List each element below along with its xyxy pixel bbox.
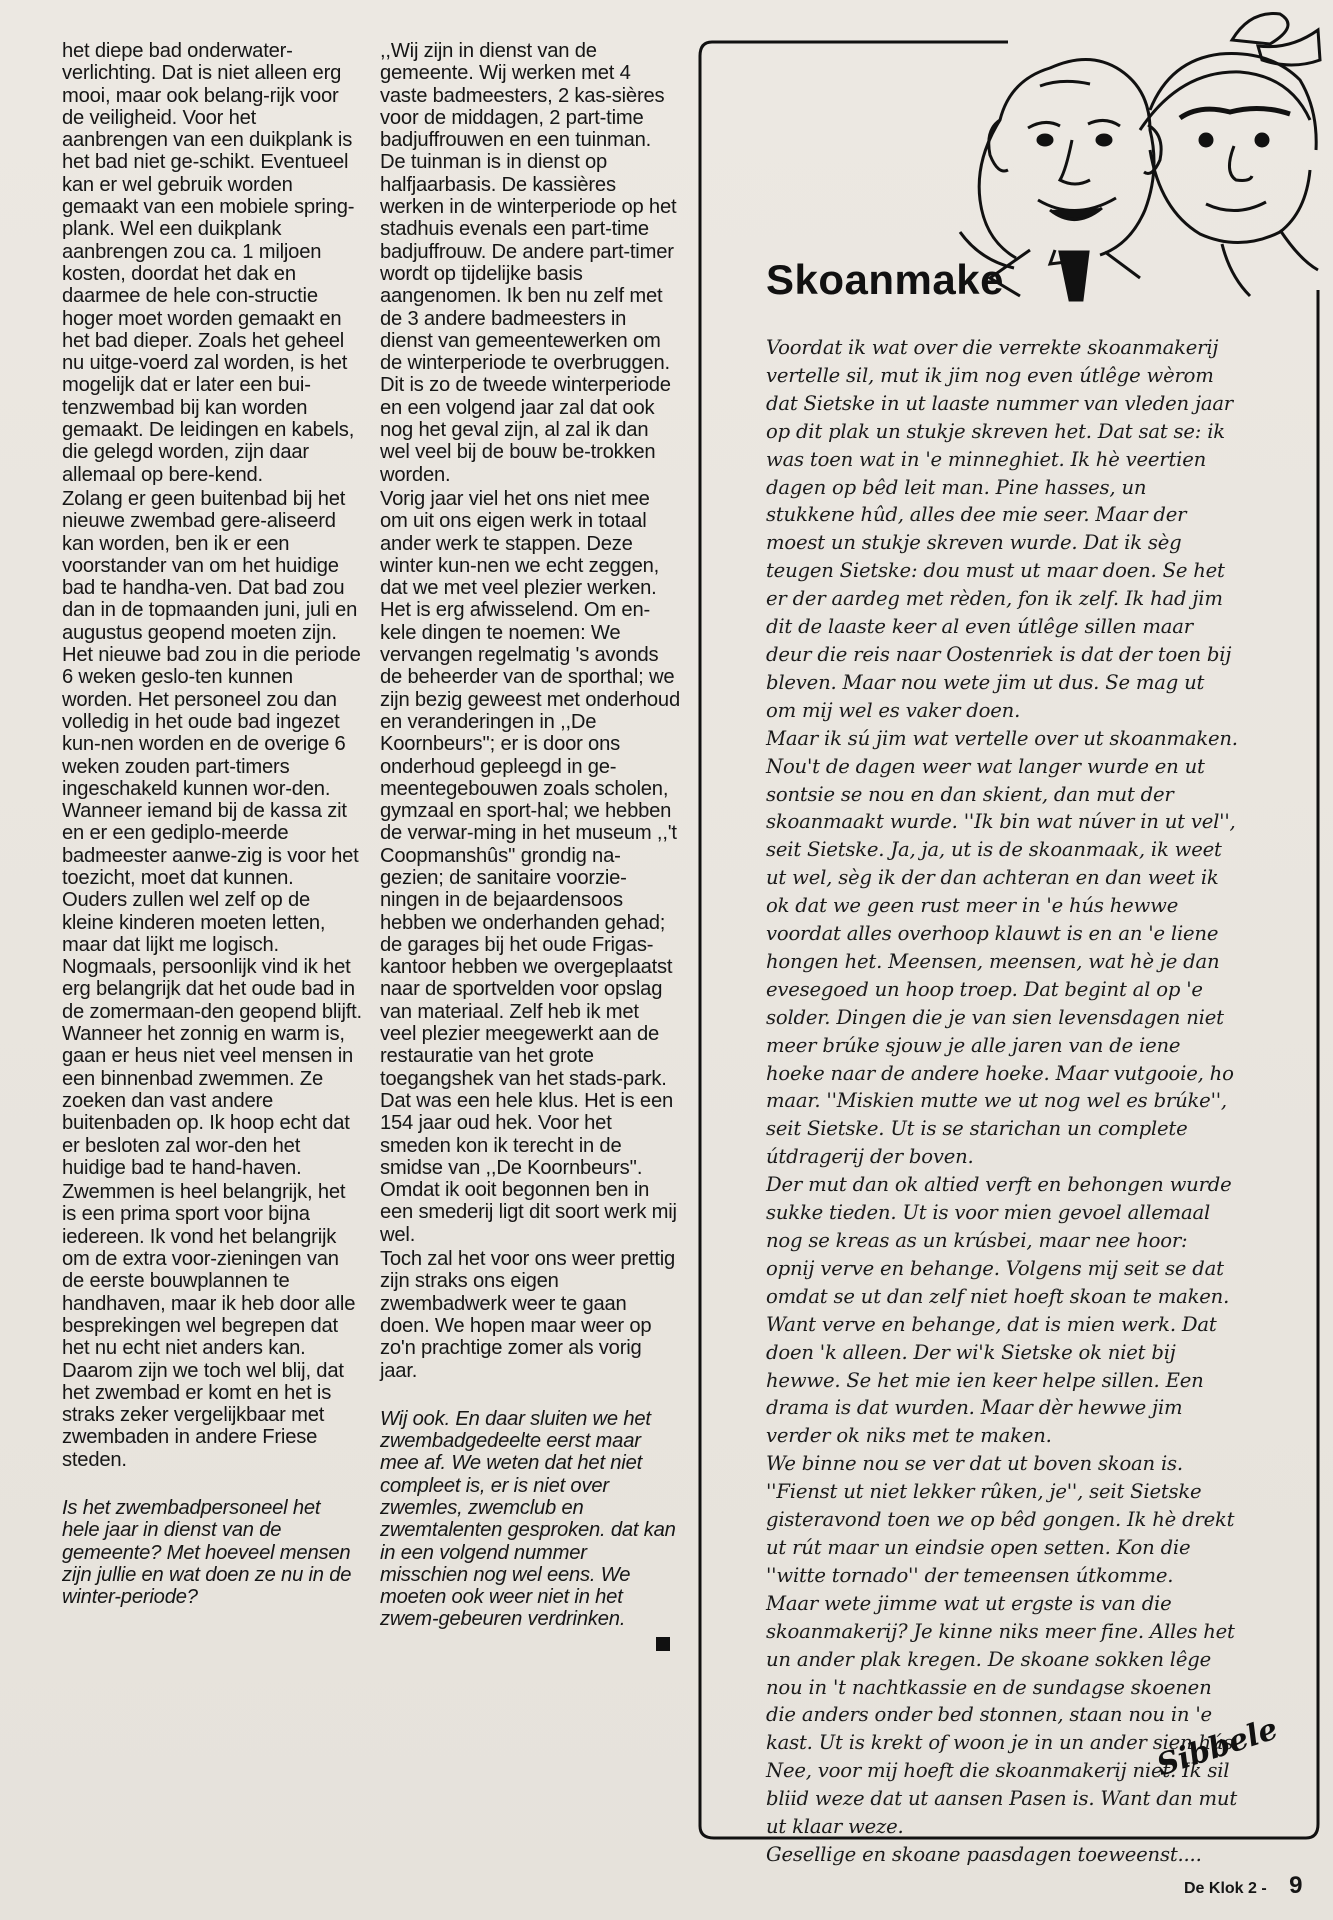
article-paragraph: het diepe bad onderwater-verlichting. Dat is niet alleen erg mooi, maar ook belang-rijk voor de veiligheid. Voor het aanbrengen van een duikplank is het bad niet ge-schikt. Eventueel kan er wel gebruik worden gemaakt van een mobiele spring-plank. Wel een duikplank aanbrengen zou ca. 1 miljoen kosten, doordat het dak en daarmee de hele con-structie hoger moet worden gemaakt en het bad dieper. Zoals het geheel nu uitge-voerd zal worden, is het mogelijk dat er later een bui-tenzwembad bij kan worden gemaakt. De leidingen en kabels, die gelegd worden, zijn daar allemaal op bere-kend. [62, 40, 355, 486]
page-number: 9 [1289, 1872, 1303, 1899]
sidebar-paragraph: We binne nou se ver dat ut boven skoan is. ''Fienst ut niet lekker rûken, je'', seit Sietske gisteravond toen we op bêd gongen. Ik hè drekt ut rút maar un eindsie open setten. Kon die ''witte tornado'' der temeensen útkomme. [766, 1452, 1235, 1587]
footer-separator: - [1261, 1880, 1267, 1897]
article-paragraph: Vorig jaar viel het ons niet mee om uit ons eigen werk in totaal ander werk te stappen. Deze winter kun-nen we echt zeggen, dat we met veel plezier werken. Het is erg afwisselend. Om en-kele dingen te noemen: We vervangen regelmatig 's avonds de beheerder van de sporthal; we zijn bezig geweest met onderhoud en veranderingen in ,,De Koornbeurs''; er is door ons onderhoud gepleegd in ge-meentegebouwen zoals scholen, gymzaal en sport-hal; we hebben de verwar-ming in het museum ,,'t Coopmanshûs'' grondig na-gezien; de sanitaire voorzie-ningen in de bejaardensoos hebben we onderhanden gehad; de garages bij het oude Frigas-kantoor hebben we overgeplaatst naar de sportvelden voor opslag van materiaal. Zelf heb ik met veel plezier meegewerkt aan de restauratie van het grote toegangshek van het stads-park. Dat was een hele klus. Het is een 154 jaar oud hek. Voor het smeden kon ik terecht in de smidse van ,,De Koornbeurs''. Omdat ik ooit begonnen ben in een smederij ligt dit soort werk mij wel. [380, 487, 680, 1246]
article-paragraph: Zolang er geen buitenbad bij het nieuwe zwembad gere-aliseerd kan worden, ben ik er een voorstander van om het huidige bad te handha-ven. Dat bad zou dan in de topmaanden juni, juli en augustus geopend moeten zijn. Het nieuwe bad zou in die periode 6 weken geslo-ten kunnen worden. Het personeel zou dan volledig in het oude bad ingezet kun-nen worden en de overige 6 weken zouden part-timers ingeschakeld kunnen wor-den. Wanneer iemand bij de kassa zit en er een gediplo-meerde badmeester aanwe-zig is voor het toezicht, moet dat kunnen. Ouders zullen wel zelf op de kleine kinderen moeten letten, maar dat lijkt me logisch. Nogmaals, persoonlijk vind ik het erg belangrijk dat het oude bad in de zomermaan-den geopend blijft. Wanneer het zonnig en warm is, gaan er heus niet veel mensen in een binnenbad zwemmen. Ze zoeken dan vast andere buitenbaden op. Ik hoop echt dat er besloten zal wor-den het huidige bad te hand-haven. [62, 487, 362, 1179]
article-paragraph: Toch zal het voor ons weer prettig zijn straks ons eigen zwembadwerk weer te gaan doen. We hopen maar weer op zo'n prachtige zomer als vorig jaar. [380, 1248, 676, 1382]
page-footer [1184, 1872, 1303, 1900]
sidebar-paragraph: Der mut dan ok altied verft en behongen wurde sukke tieden. Ut is voor mien gevoel allemaal nog se kreas as un krúsbei, maar nee hoor: opnij verve en behange. Volgens mij seit se dat omdat se ut dan zelf niet hoeft skoan te maken. Want verve en behange, dat is mien werk. Dat doen 'k alleen. Der wi'k Sietske ok niet bij hewwe. Se het mie ien keer helpe sillen. Een drama is dat wurden. Maar dèr hewwe jim verder ok niks met te maken. [766, 1173, 1232, 1448]
author-signature: Sibbele [1152, 1711, 1282, 1784]
woman-caricature-illustration [1140, 14, 1320, 296]
sidebar-paragraph: Maar ik sú jim wat vertelle over ut skoanmaken. Nou't de dagen weer wat langer wurde en ut sontsie se nou en dan skient, dan mut der skoanmaakt wurde. ''Ik bin wat núver in ut vel'', seit Sietske. Ja, ja, ut is de skoanmaak, ik weet ut wel, sèg ik der dan achteran en dan weet ik ok dat we geen rust meer in 'e hús hewwe voordat alles overhoop klauwt is en an 'e liene hongen het. Meensen, meensen, wat hè je dan evesegoed un hoop troep. Dat begint al op 'e solder. Dingen die je van sien levensdagen niet meer brúke sjouw je alle jaren van de iene hoeke naar de andere hoeke. Maar vutgooie, ho maar. ''Miskien mutte we ut nog wel es brúke'', seit Sietske. Ut is se starichan un complete útdragerij der boven. [766, 726, 1238, 1169]
sidebar-paragraph: Voordat ik wat over die verrekte skoanmakerij vertelle sil, mut ik jim nog even útlêge wèrom dat Sietske in ut laaste nummer van vleden jaar op dit plak un stukje skreven het. Dat sat se: ik was toen wat in 'e minneghiet. Ik hè veertien dagen op bêd leit man. Pine hasses, un stukkene hûd, alles dee mie seer. Maar der moest un stukje skreven wurde. Dat ik sèg teugen Sietske: dou must ut maar doen. Se het er der aardeg met rèden, fon ik zelf. Ik had jim dit de laaste keer al even útlêge sillen maar deur die reis naar Oostenriek is dat der toen bij bleven. Maar nou wete jim ut dus. Se mag ut om mij wel es vaker doen. [766, 336, 1233, 722]
publication-name: De Klok 2 [1184, 1880, 1257, 1897]
sidebar-column [766, 334, 1240, 1869]
sidebar-paragraph: Maar wete jimme wat ut ergste is van die skoanmakerij? Je kinne niks meer fine. Alles het un ander plak kregen. De skoane sokken lêge nou in 't nachtkassie en de sundagse skoenen die anders onder bed stonnen, staan nou in 'e kast. Ut is krekt of woon je in un ander sien hús. Nee, voor mij hoeft die skoanmakerij niet. Ik sil bliid weze dat ut aansen Pasen is. Want dan mut ut klaar weze. [766, 1591, 1240, 1839]
article-paragraph: ,,Wij zijn in dienst van de gemeente. Wij werken met 4 vaste badmeesters, 2 kas-sières voor de middagen, 2 part-time badjuffrouwen en een tuinman. De tuinman is in dienst op halfjaarbasis. De kassières werken in de winterperiode op het stadhuis evenals een part-time badjuffrouw. De andere part-timer wordt op tijdelijke basis aangenomen. Ik ben nu zelf met de 3 andere badmeesters in dienst van gemeentewerken om de winterperiode te overbruggen. Dit is zo de tweede winterperiode en een volgend jaar zal dat ook nog het geval zijn, al zal ik dan wel veel bij de bouw be-trokken worden. [380, 40, 677, 486]
interview-question: Is het zwembadpersoneel het hele jaar in dienst van de gemeente? Met hoeveel mensen zijn jullie en wat doen ze nu in de winter-periode? [62, 1497, 352, 1609]
article-paragraph: Zwemmen is heel belangrijk, het is een prima sport voor bijna iedereen. Ik vond het belangrijk om de extra voor-zieningen van de eerste bouwplannen te handhaven, maar ik heb door alle besprekingen wel begrepen dat het nu echt niet anders kan. Daarom zijn we toch wel blij, dat het zwembad er komt en het is straks zeker vergelijkbaar met zwembaden in andere Friese steden. [62, 1181, 356, 1471]
sidebar-closing-line: Gesellige en skoane paasdagen toeweenst.... [766, 1842, 1202, 1866]
closing-note: Wij ook. En daar sluiten we het zwembadgedeelte eerst maar mee af. We weten dat het niet compleet is, er is niet over zwemles, zwemclub en zwemtalenten gesproken. dat kan in een volgend nummer misschien nog wel eens. We moeten ook weer niet in het zwem-gebeuren verdrinken. [380, 1407, 676, 1631]
sidebar-title: Skoanmake [766, 256, 1004, 303]
